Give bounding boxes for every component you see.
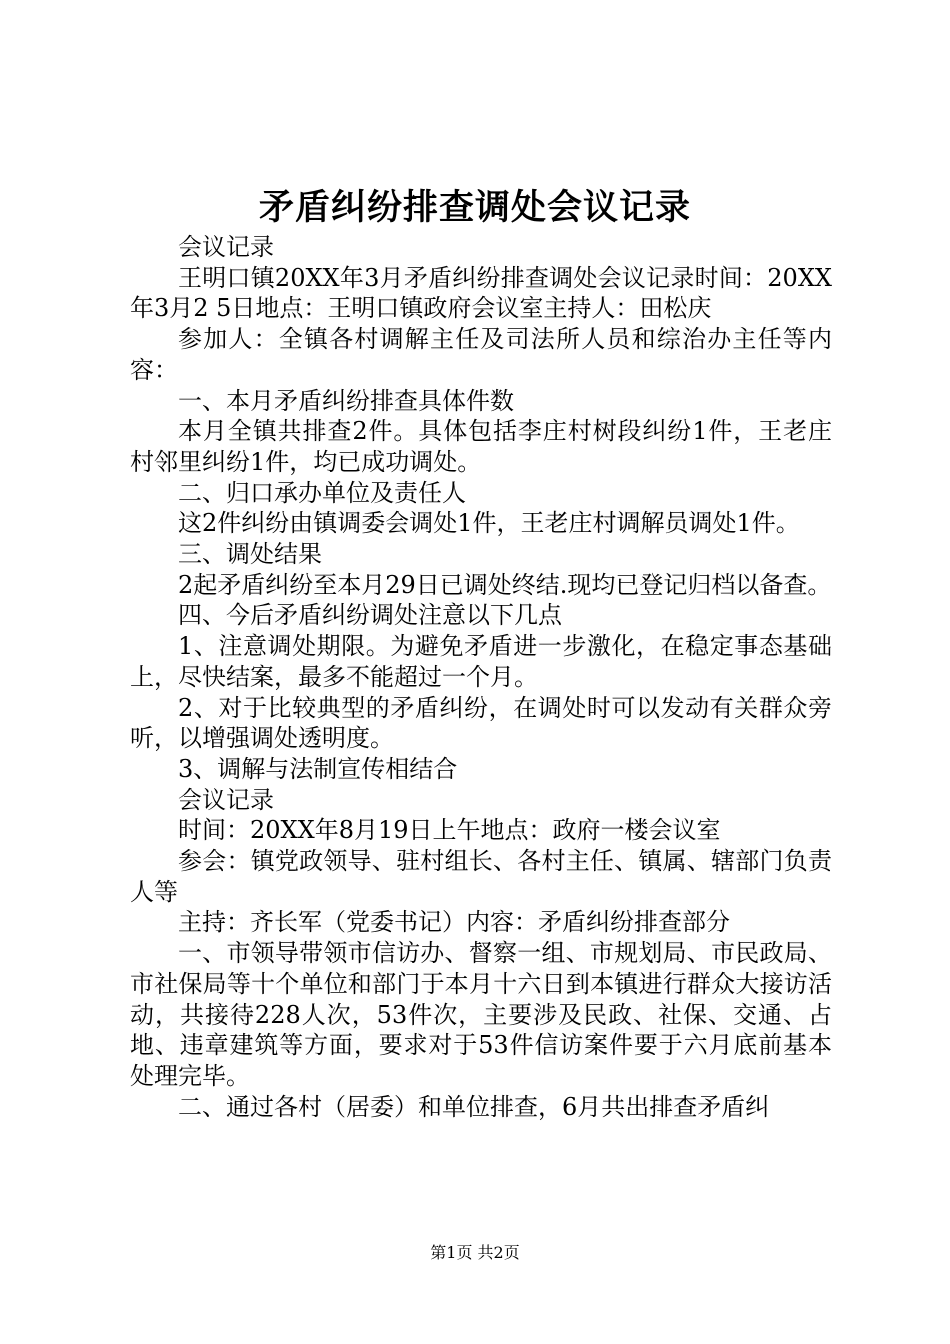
paragraph-meeting-record-heading-2: 会议记录 <box>178 785 274 814</box>
paragraph-point-3: 3、调解与法制宣传相结合 <box>178 754 458 783</box>
paragraph-section-2-body: 这2件纠纷由镇调委会调处1件，王老庄村调解员调处1件。 <box>178 509 800 538</box>
paragraph-section-4-heading: 四、今后矛盾纠纷调处注意以下几点 <box>178 601 562 630</box>
document-title: 矛盾纠纷排查调处会议记录 <box>258 188 691 228</box>
paragraph-item-2: 二、通过各村（居委）和单位排查，6月共出排查矛盾纠 <box>178 1092 770 1121</box>
paragraph-meeting-record-heading: 会议记录 <box>178 233 274 261</box>
paragraph-meeting-info: 王明口镇20XX年3月矛盾纠纷排查调处会议记录时间：20XX年3月2 5日地点：王明口镇政府会议室主持人：田松庆 <box>130 263 832 323</box>
paragraph-item-1: 一、市领导带领市信访办、督察一组、市规划局、市民政局、市社保局等十个单位和部门于本月十六日到本镇进行群众大接访活动，共接待228人次，53件次，主要涉及民政、社保、交通、占地、违章建筑等方面，要求对于53件信访案件要于六月底前基本处理完毕。 <box>130 939 832 1090</box>
paragraph-participants: 参会：镇党政领导、驻村组长、各村主任、镇属、辖部门负责人等 <box>130 847 832 906</box>
paragraph-section-3-heading: 三、调处结果 <box>178 540 322 569</box>
paragraph-attendees: 参加人：全镇各村调解主任及司法所人员和综治办主任等内容： <box>130 325 832 384</box>
paragraph-point-2: 2、对于比较典型的矛盾纠纷，在调处时可以发动有关群众旁听，以增强调处透明度。 <box>130 693 832 753</box>
document-body <box>130 232 832 1122</box>
paragraph-host-content: 主持：齐长军（党委书记）内容：矛盾纠纷排查部分 <box>178 908 730 937</box>
paragraph-section-1-body: 本月全镇共排查2件。具体包括李庄村树段纠纷1件，王老庄村邻里纠纷1件，均已成功调处。 <box>130 417 832 476</box>
page-footer: 第1页 共2页 <box>430 1243 520 1262</box>
paragraph-time-location: 时间：20XX年8月19日上午地点：政府一楼会议室 <box>178 816 721 845</box>
paragraph-section-3-body: 2起矛盾纠纷至本月29日已调处终结.现均已登记归档以备查。 <box>178 570 832 599</box>
paragraph-section-1-heading: 一、本月矛盾纠纷排查具体件数 <box>178 386 514 415</box>
paragraph-point-1: 1、注意调处期限。为避免矛盾进一步激化，在稳定事态基础上，尽快结案，最多不能超过一个月。 <box>130 632 832 691</box>
paragraph-section-2-heading: 二、归口承办单位及责任人 <box>178 478 466 507</box>
